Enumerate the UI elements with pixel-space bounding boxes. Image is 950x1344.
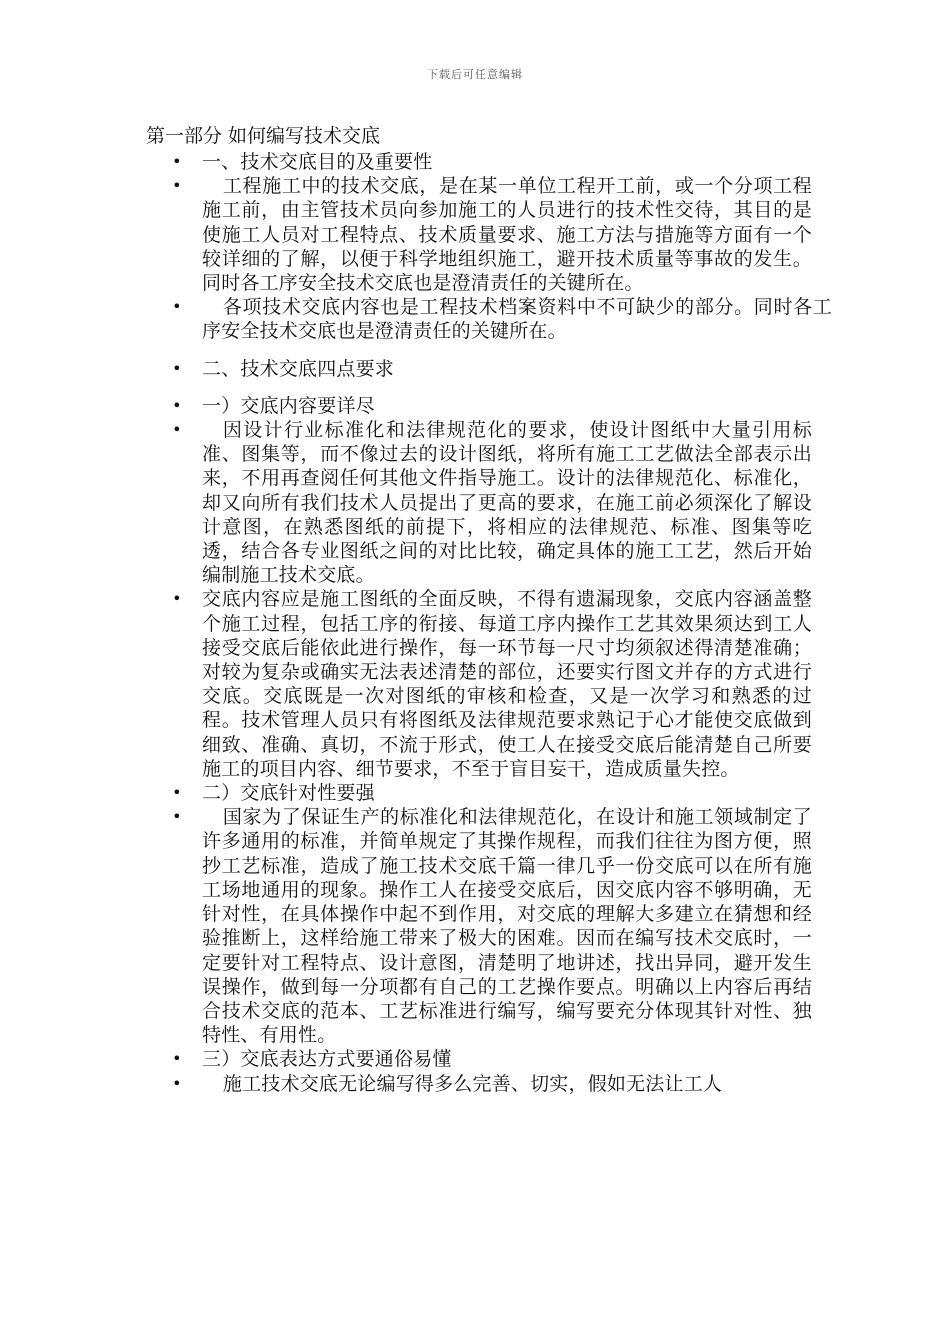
list-item-subheading-1 xyxy=(0,394,812,418)
list-item-subheading-2 xyxy=(0,781,812,805)
list-item-heading-1 xyxy=(0,150,812,174)
list-item-text: 因设计行业标准化和法律规范化的要求，使设计图纸中大量引用标准、图集等，而不像过去的设计图纸，将所有施工工艺做法全部表示出来，不用再查阅任何其他文件指导施工。设计的法律规范化、标准化，却又向所有我们技术人员提出了更高的要求，在施工前必须深化了解设计意图，在熟悉图纸的前提下，将相应的法律规范、标准、图集等吃透，结合各专业图纸之间的对比比较，确定具体的施工工艺，然后开始编制施工技术交底。 xyxy=(202,419,812,587)
list-item-text: 一）交底内容要详尽 xyxy=(202,394,375,417)
bullet-icon: • xyxy=(172,783,182,803)
bullet-icon: • xyxy=(172,420,182,440)
bullet-icon: • xyxy=(172,152,182,171)
bullet-icon: • xyxy=(172,297,182,317)
list-item-paragraph-standards xyxy=(0,418,812,587)
list-item-text: 二、技术交底四点要求 xyxy=(202,357,395,380)
list-item-text: 交底内容应是施工图纸的全面反映，不得有遗漏现象，交底内容涵盖整个施工过程，包括工序的衔接、每道工序内操作工艺其效果须达到工人接受交底后能依此进行操作，每一环节每一尺寸均须叙述得清楚准确；对较为复杂或确实无法表述清楚的部位，还要实行图文并存的方式进行交底。交底既是一次对图纸的审核和检查，又是一次学习和熟悉的过程。技术管理人员只有将图纸及法律规范要求熟记于心才能使交底做到细致、准确、真切，不流于形式，使工人在接受交底后能清楚自己所要施工的项目内容、细节要求，不至于盲目妄干，造成质量失控。 xyxy=(202,588,812,780)
list-item-text: 国家为了保证生产的标准化和法律规范化，在设计和施工领域制定了许多通用的标准，并简单规定了其操作规程，而我们往往为图方便，照抄工艺标准，造成了施工技术交底千篇一律几乎一份交底可以在所有施工场地通用的现象。操作工人在接受交底后，因交底内容不够明确，无针对性，在具体操作中起不到作用，对交底的理解大多建立在猜想和经验推断上，这样给施工带来了极大的困难。因而在编写技术交底时，一定要针对工程特点、设计意图，清楚明了地讲述，找出异同，避开发生误操作，做到每一分项都有自己的工艺操作要点。明确以上内容后再结合技术交底的范本、工艺标准进行编写，编写要充分体现其针对性、独特性、有用性。 xyxy=(202,806,812,1047)
list-item-text: 三）交底表达方式要通俗易懂 xyxy=(202,1048,452,1071)
bullet-icon: • xyxy=(172,176,182,196)
bullet-icon: • xyxy=(172,395,182,415)
list-item-paragraph-content xyxy=(0,587,812,781)
bullet-icon: • xyxy=(172,1073,182,1093)
section-list xyxy=(0,150,950,1096)
list-item-paragraph-expression xyxy=(0,1072,812,1096)
bullet-icon: • xyxy=(172,589,182,609)
document-title: 第一部分 如何编写技术交底 xyxy=(146,125,381,147)
list-item-text: 二）交底针对性要强 xyxy=(202,782,375,805)
list-item-paragraph-targeting xyxy=(0,805,812,1047)
list-item-subheading-3 xyxy=(0,1047,812,1071)
list-item-paragraph-archive xyxy=(0,295,832,343)
bullet-icon: • xyxy=(172,807,182,827)
list-item-paragraph-purpose xyxy=(0,174,812,295)
list-item-text: 各项技术交底内容也是工程技术档案资料中不可缺少的部分。同时各工序安全技术交底也是澄清责任的关键所在。 xyxy=(202,296,832,343)
list-item-text: 工程施工中的技术交底，是在某一单位工程开工前，或一个分项工程施工前，由主管技术员向参加施工的人员进行的技术性交待，其目的是使施工人员对工程特点、技术质量要求、施工方法与措施等方面有一个较详细的了解，以便于科学地组织施工，避开技术质量等事故的发生。同时各工序安全技术交底也是澄清责任的关键所在。 xyxy=(202,175,812,295)
page-header: 下载后可任意编辑 xyxy=(427,68,523,81)
list-item-text: 施工技术交底无论编写得多么完善、切实，假如无法让工人 xyxy=(222,1072,723,1095)
list-item-heading-2 xyxy=(0,357,812,381)
bullet-icon: • xyxy=(172,1049,182,1069)
list-item-text: 一、技术交底目的及重要性 xyxy=(202,151,433,173)
bullet-icon: • xyxy=(172,358,182,378)
